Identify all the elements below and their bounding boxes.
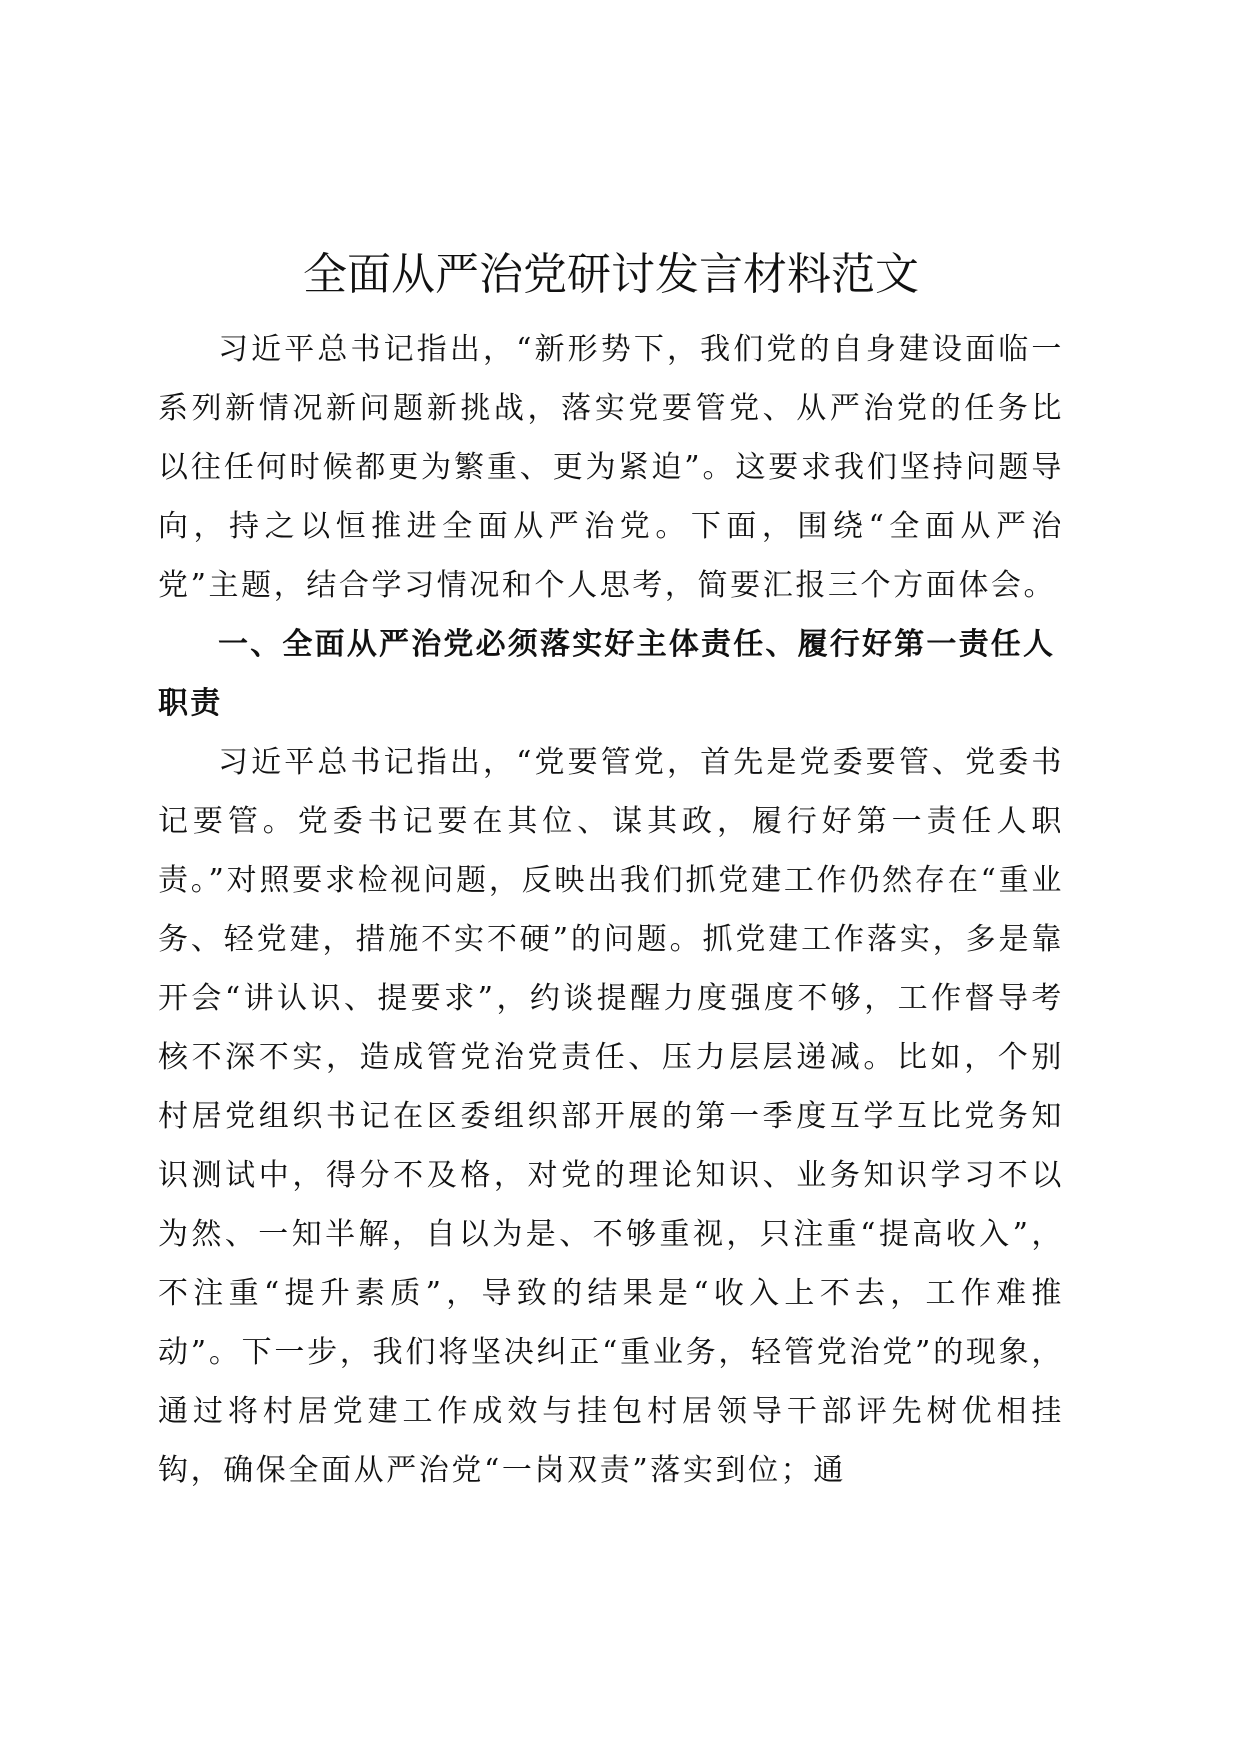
intro-paragraph: 习近平总书记指出，“新形势下，我们党的自身建设面临一系列新情况新问题新挑战，落实党要管党、从严治党的任务比以往任何时候都更为繁重、更为紧迫”。这要求我们坚持问题导向，持之以恒推进全面从严治党。下面，围绕“全面从严治党”主题，结合学习情况和个人思考，简要汇报三个方面体会。 [158, 332, 1064, 603]
document-page [158, 240, 1064, 1500]
section-heading: 一、全面从严治党必须落实好主体责任、履行好第一责任人职责 [158, 627, 1056, 721]
document-title: 全面从严治党研讨发言材料范文 [303, 249, 919, 300]
section-body-paragraph: 习近平总书记指出，“党要管党，首先是党委要管、党委书记要管。党委书记要在其位、谋其政，履行好第一责任人职责。”对照要求检视问题，反映出我们抓党建工作仍然存在“重业务、轻党建，措施不实不硬”的问题。抓党建工作落实，多是靠开会“讲认识、提要求”，约谈提醒力度强度不够，工作督导考核不深不实，造成管党治党责任、压力层层递减。比如，个别村居党组织书记在区委组织部开展的第一季度互学互比党务知识测试中，得分不及格，对党的理论知识、业务知识学习不以为然、一知半解，自以为是、不够重视，只注重“提高收入”，不注重“提升素质”，导致的结果是“收入上不去，工作难推动”。下一步，我们将坚决纠正“重业务，轻管党治党”的现象，通过将村居党建工作成效与挂包村居领导干部评先树优相挂钩，确保全面从严治党“一岗双责”落实到位；通 [158, 745, 1064, 1488]
